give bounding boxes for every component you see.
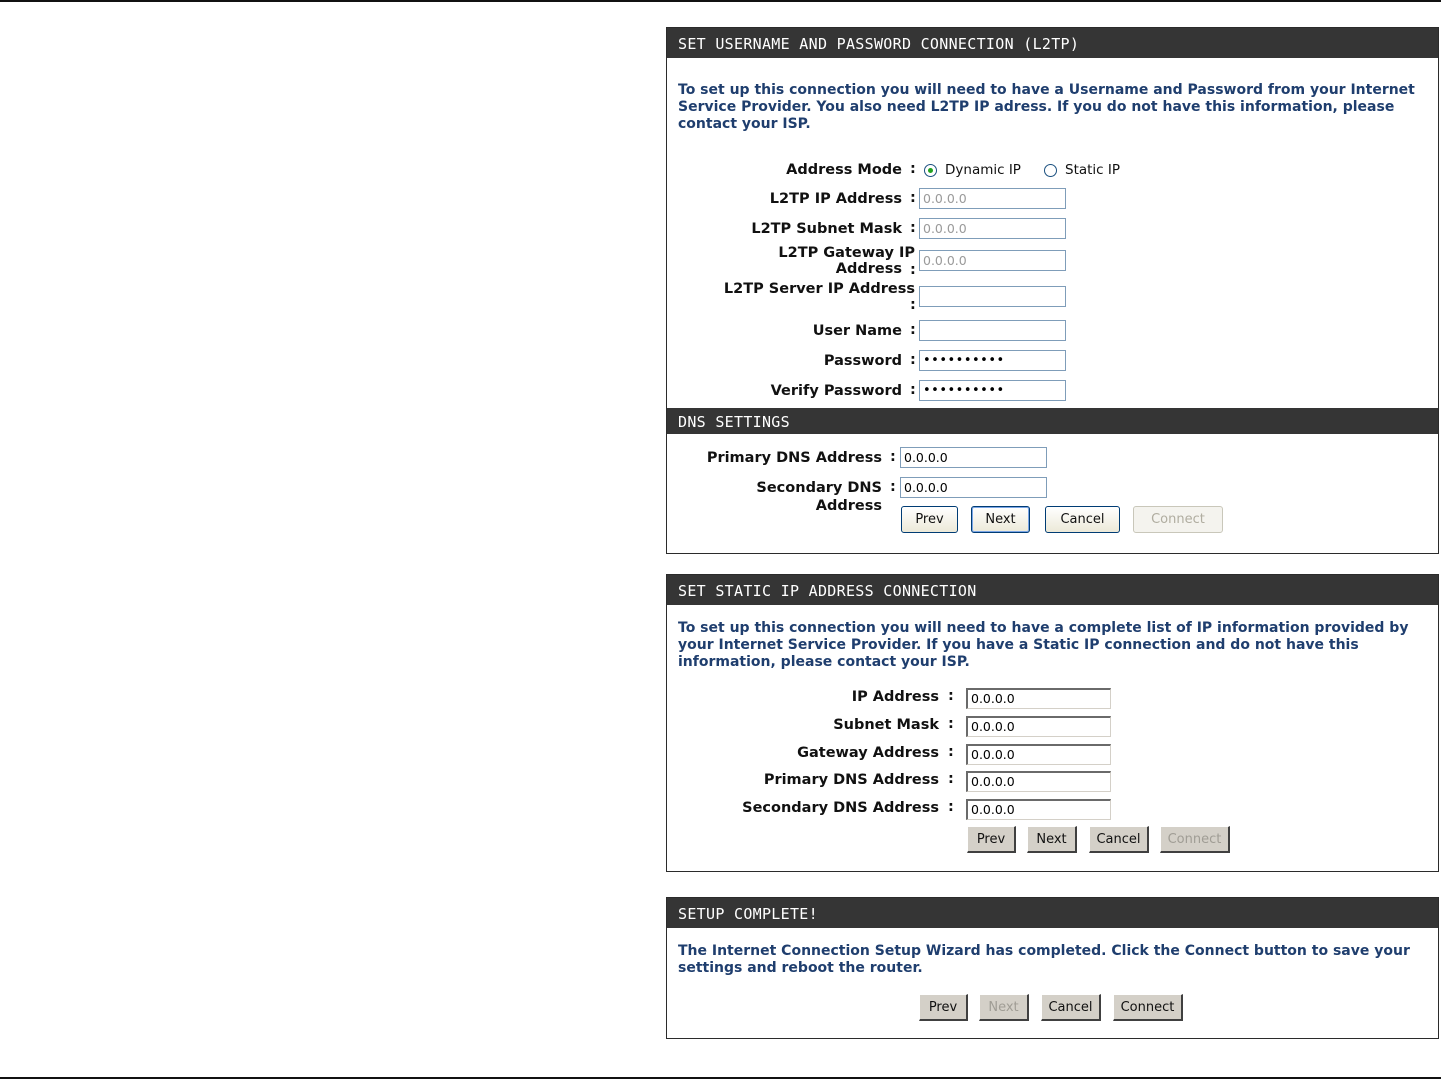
colon: :: [890, 449, 896, 465]
dns-settings-title: DNS SETTINGS: [667, 408, 1438, 434]
colon: :: [948, 771, 954, 787]
l2tp-subnet-mask-input[interactable]: 0.0.0.0: [919, 218, 1066, 239]
colon: :: [948, 799, 954, 815]
dynamic-ip-label: Dynamic IP: [945, 162, 1021, 178]
colon: :: [948, 744, 954, 760]
secondary-dns-label: Secondary DNS Address: [756, 480, 882, 514]
address-mode-label: Address Mode: [786, 162, 902, 178]
colon: :: [910, 190, 916, 206]
colon: :: [890, 479, 896, 495]
l2tp-gateway-label-line1: L2TP Gateway IP: [778, 245, 915, 261]
complete-cancel-button[interactable]: Cancel: [1041, 994, 1101, 1021]
cancel-button[interactable]: Cancel: [1045, 506, 1120, 533]
colon: :: [948, 688, 954, 704]
l2tp-description: To set up this connection you will need to have a Username and Password from your Internet Service Provider. You also need L2TP IP adress. If you do not have this information, please contact your ISP.: [678, 82, 1415, 132]
static-primary-dns-label: Primary DNS Address: [763, 772, 939, 788]
static-ip-label: Static IP: [1065, 162, 1121, 178]
subnet-mask-input[interactable]: 0.0.0.0: [966, 716, 1111, 737]
colon: :: [910, 220, 916, 236]
ip-address-label: IP Address: [851, 689, 939, 705]
colon: :: [948, 716, 954, 732]
setup-complete-title: SETUP COMPLETE!: [667, 898, 1438, 928]
static-secondary-dns-input[interactable]: 0.0.0.0: [966, 799, 1111, 820]
user-name-input[interactable]: [919, 320, 1066, 341]
static-secondary-dns-label: Secondary DNS Address: [742, 800, 939, 816]
gateway-address-label: Gateway Address: [797, 745, 939, 761]
colon: :: [910, 161, 916, 177]
colon: :: [910, 297, 916, 313]
address-mode-radio-group: [924, 161, 1184, 181]
static-connect-button[interactable]: Connect: [1160, 826, 1230, 853]
l2tp-server-ip-input[interactable]: [919, 286, 1066, 307]
static-cancel-button[interactable]: Cancel: [1089, 826, 1149, 853]
setup-complete-description: The Internet Connection Setup Wizard has completed. Click the Connect button to save your settings and reboot the router.: [678, 943, 1410, 976]
next-button[interactable]: Next: [971, 506, 1030, 533]
password-input[interactable]: ••••••••••: [919, 350, 1066, 371]
secondary-dns-input[interactable]: 0.0.0.0: [900, 477, 1047, 498]
bottom-rule: [0, 1077, 1441, 1079]
l2tp-ip-input[interactable]: 0.0.0.0: [919, 188, 1066, 209]
colon: :: [910, 352, 916, 368]
l2tp-panel-title: SET USERNAME AND PASSWORD CONNECTION (L2TP): [667, 28, 1438, 58]
l2tp-ip-label: L2TP IP Address: [769, 191, 902, 207]
l2tp-gateway-label-line2: Address: [835, 261, 902, 277]
verify-password-label: Verify Password: [770, 383, 902, 399]
setup-complete-panel: [666, 897, 1439, 1039]
l2tp-subnet-mask-label: L2TP Subnet Mask: [751, 221, 902, 237]
colon: :: [910, 382, 916, 398]
static-prev-button[interactable]: Prev: [967, 826, 1016, 853]
static-ip-panel: [666, 574, 1439, 872]
verify-password-input[interactable]: ••••••••••: [919, 380, 1066, 401]
static-ip-radio[interactable]: [1044, 164, 1057, 177]
primary-dns-label: Primary DNS Address: [706, 450, 882, 466]
static-next-button[interactable]: Next: [1027, 826, 1077, 853]
static-ip-description: To set up this connection you will need to have a complete list of IP information provided by your Internet Service Provider. If you have a Static IP connection and do not have this information, please contact your ISP.: [678, 620, 1409, 670]
colon: :: [910, 322, 916, 338]
l2tp-server-ip-label: L2TP Server IP Address: [723, 281, 915, 297]
ip-address-input[interactable]: 0.0.0.0: [966, 688, 1111, 709]
colon: :: [910, 262, 916, 278]
top-rule: [0, 0, 1441, 2]
connect-button[interactable]: Connect: [1133, 506, 1223, 533]
user-name-label: User Name: [812, 323, 902, 339]
l2tp-panel: [666, 27, 1439, 554]
l2tp-gateway-input[interactable]: 0.0.0.0: [919, 250, 1066, 271]
static-ip-panel-title: SET STATIC IP ADDRESS CONNECTION: [667, 575, 1438, 605]
primary-dns-input[interactable]: 0.0.0.0: [900, 447, 1047, 468]
complete-prev-button[interactable]: Prev: [919, 994, 968, 1021]
static-primary-dns-input[interactable]: 0.0.0.0: [966, 771, 1111, 792]
complete-next-button[interactable]: Next: [979, 994, 1029, 1021]
l2tp-gateway-label: [727, 245, 915, 277]
password-label: Password: [823, 353, 902, 369]
subnet-mask-label: Subnet Mask: [833, 717, 939, 733]
complete-connect-button[interactable]: Connect: [1113, 994, 1183, 1021]
prev-button[interactable]: Prev: [901, 506, 958, 533]
gateway-address-input[interactable]: 0.0.0.0: [966, 744, 1111, 765]
dynamic-ip-radio[interactable]: [924, 164, 937, 177]
